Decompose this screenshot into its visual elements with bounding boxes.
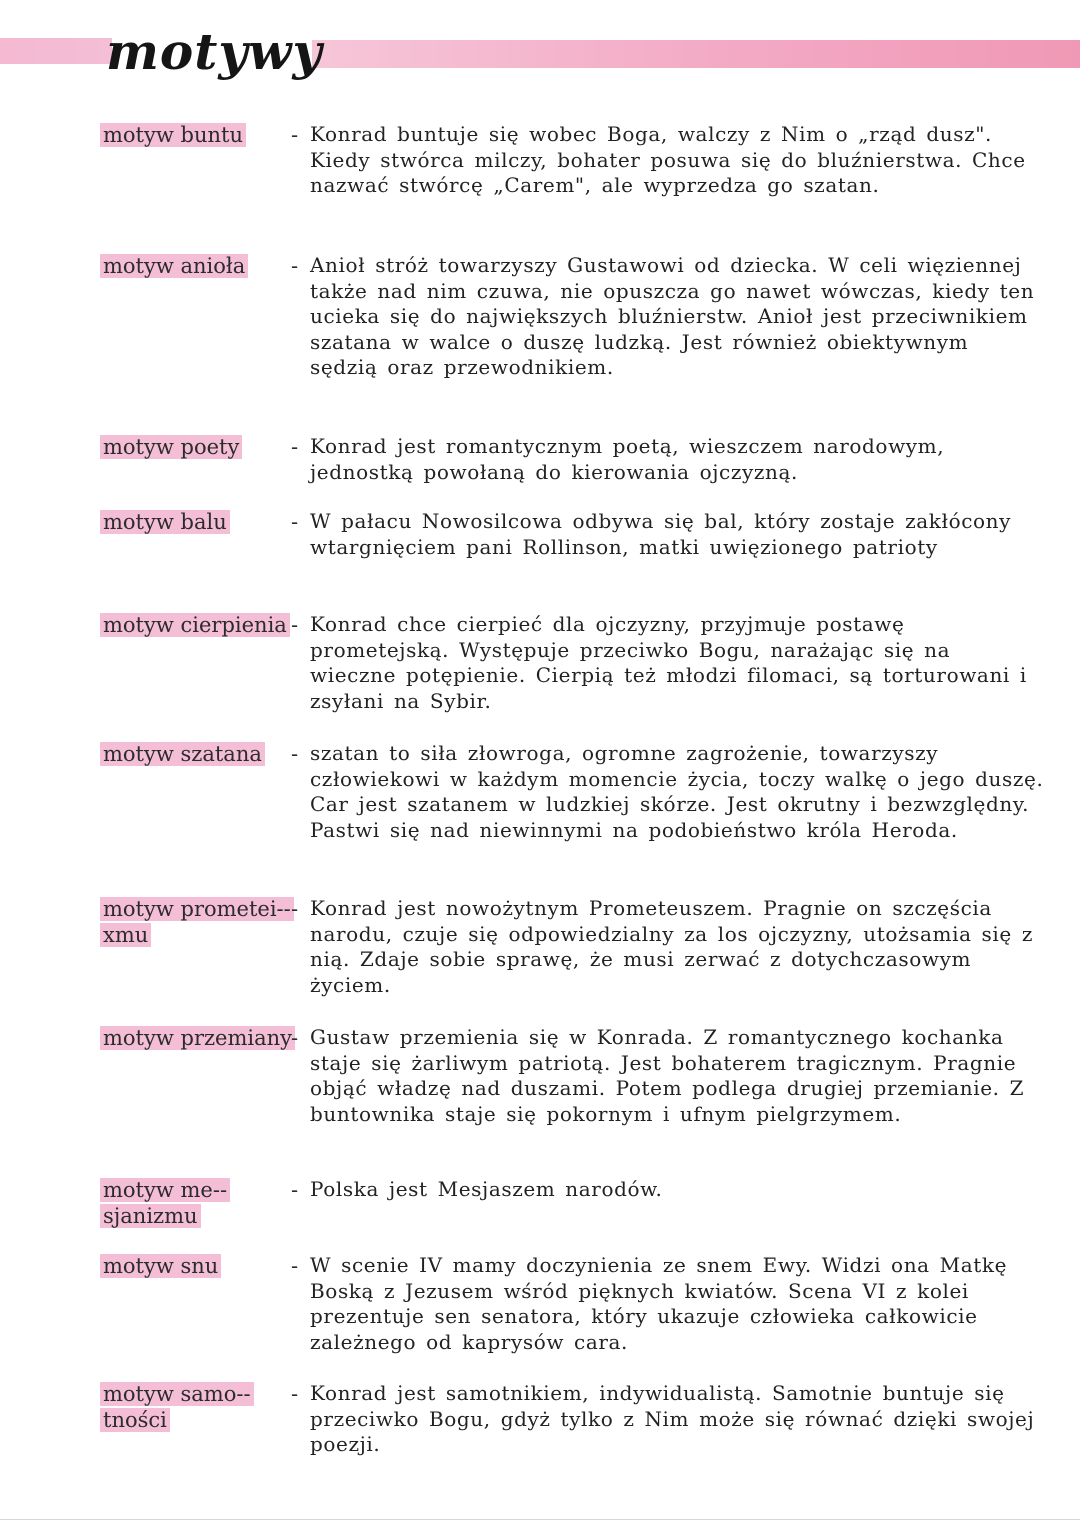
entry-dash: - (291, 1382, 299, 1406)
entry-label: motyw balu (100, 509, 300, 535)
entry-label: motyw cierpienia (100, 612, 300, 638)
entry-text: Konrad chce cierpieć dla ojczyzny, przyjmuje postawę prometejską. Występuje przeciwko Bogu, narażając się na wieczne potępienie. Cierpią też młodzi filomaci, są torturowani i zsyłani na Sybir. (310, 612, 1027, 713)
entry-label: motyw me--sjanizmu (100, 1177, 300, 1229)
entry-text: Konrad buntuje się wobec Boga, walczy z Nim o „rząd dusz". Kiedy stwórca milczy, bohater posuwa się do bluźnierstwa. Chce nazwać stwórcę „Carem", ale wyprzedza go szatan. (310, 122, 1026, 197)
entry-dash: - (291, 435, 299, 459)
entry-dash: - (291, 123, 299, 147)
entry-text: szatan to siła złowroga, ogromne zagrożenie, towarzyszy człowiekowi w każdym momencie życia, toczy walkę o jego duszę. Car jest szatanem w ludzkiej skórze. Jest okrutny i bezwzględny. Pastwi się nad niewinnymi na podobieństwo króla Heroda. (310, 741, 1044, 842)
entry-dash: - (291, 1254, 299, 1278)
entry-label: motyw buntu (100, 122, 300, 148)
entry-label: motyw szatana (100, 741, 300, 767)
entry-label: motyw poety (100, 434, 300, 460)
entry-text: Gustaw przemienia się w Konrada. Z romantycznego kochanka staje się żarliwym patriotą. Jest bohaterem tragicznym. Pragnie objąć władzę nad duszami. Potem podlega drugiej przemianie. Z buntownika staje się pokornym i ufnym pielgrzymem. (310, 1025, 1025, 1126)
entry-label: motyw samo--tności (100, 1381, 300, 1433)
entry-text: Konrad jest nowożytnym Prometeuszem. Pragnie on szczęścia narodu, czuje się odpowiedzialny za los ojczyzny, utożsamia się z nią. Zdaje sobie sprawę, że musi zerwać z dotychczasowym życiem. (310, 896, 1033, 997)
title-highlight-left (0, 38, 112, 64)
page-bottom-rule (0, 1519, 1080, 1520)
entry-label: motyw prometei--xmu (100, 896, 300, 948)
page-title: motywy (106, 22, 323, 81)
entry-text: W scenie IV mamy doczynienia ze snem Ewy. Widzi ona Matkę Boską z Jezusem wśród pięknych kwiatów. Scena VI z kolei prezentuje sen senatora, który ukazuje człowieka całkowicie zależnego od kaprysów cara. (310, 1253, 1008, 1354)
entry-text: Polska jest Mesjaszem narodów. (310, 1177, 663, 1201)
entry-text: W pałacu Nowosilcowa odbywa się bal, który zostaje zakłócony wtargnięciem pani Rollinson, matki uwięzionego patrioty (310, 509, 1012, 559)
entry-label: motyw anioła (100, 253, 300, 279)
entry-label: motyw snu (100, 1253, 300, 1279)
entry-text: Konrad jest samotnikiem, indywidualistą. Samotnie buntuje się przeciwko Bogu, gdyż tylko z Nim może się równać dzięki swojej poezji. (310, 1381, 1035, 1456)
entry-dash: - (291, 1026, 299, 1050)
entry-dash: - (291, 1178, 299, 1202)
entry-dash: - (291, 613, 299, 637)
entry-text: Konrad jest romantycznym poetą, wieszczem narodowym, jednostką powołaną do kierowania ojczyzną. (310, 434, 945, 484)
entry-dash: - (291, 897, 299, 921)
entry-dash: - (291, 742, 299, 766)
entry-dash: - (291, 254, 299, 278)
entry-text: Anioł stróż towarzyszy Gustawowi od dziecka. W celi więziennej także nad nim czuwa, nie opuszcza go nawet wówczas, kiedy ten ucieka się do największych bluźnierstw. Anioł jest przeciwnikiem szatana w walce o duszę ludzką. Jest również obiektywnym sędzią oraz przewodnikiem. (310, 253, 1035, 379)
title-highlight-bar (312, 40, 1080, 68)
entry-label: motyw przemiany (100, 1025, 300, 1051)
entry-dash: - (291, 510, 299, 534)
